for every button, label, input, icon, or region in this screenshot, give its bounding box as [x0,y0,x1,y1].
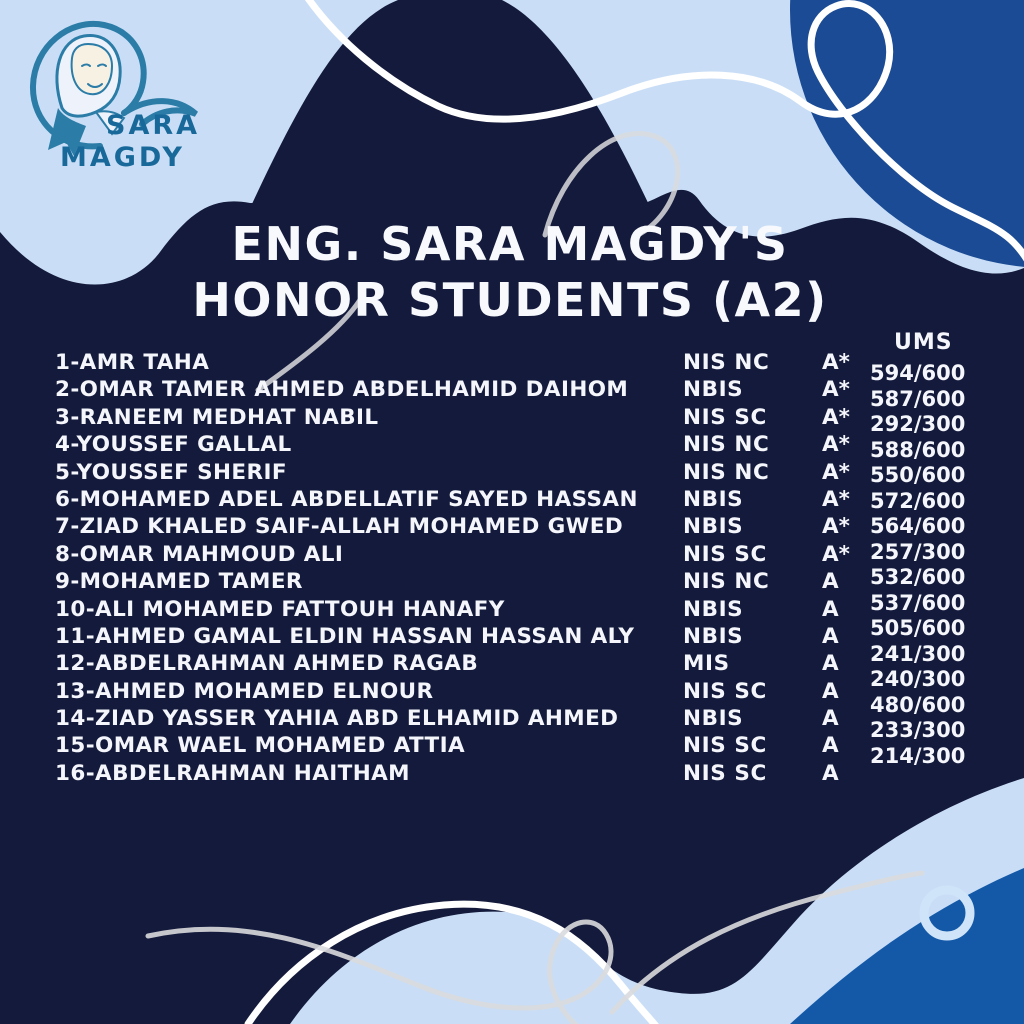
student-school: NBIS [683,596,744,622]
student-name: 6-MOHAMED ADEL ABDELLATIF SAYED HASSAN [55,486,638,512]
student-grade: A [822,678,839,704]
title-line-2: HONOR STUDENTS (A2) [192,273,828,327]
student-ums: 572/600 [870,488,966,513]
student-ums: 240/300 [870,667,966,691]
student-school: NBIS [683,623,744,649]
student-ums: 233/300 [870,718,966,742]
ums-header: UMS [894,330,953,355]
student-grade: A* [822,350,850,375]
student-name: 4-YOUSSEF GALLAL [55,432,292,458]
school-column [683,349,769,787]
student-ums: 292/300 [870,412,966,436]
student-school: NBIS [683,486,744,512]
grade-column [822,349,850,787]
student-grade: A* [822,377,850,403]
student-school: NIS NC [683,350,770,375]
student-name: 15-OMAR WAEL MOHAMED ATTIA [55,733,466,759]
student-name: 13-AHMED MOHAMED ELNOUR [55,678,434,704]
student-name: 11-AHMED GAMAL ELDIN HASSAN HASSAN ALY [55,623,635,649]
student-school: NIS NC [683,569,770,595]
student-ums: 537/600 [870,590,966,615]
student-grade: A* [822,459,850,485]
student-grade: A* [822,404,850,430]
student-name: 10-ALI MOHAMED FATTOUH HANAFY [55,596,505,622]
student-school: NBIS [683,706,744,732]
student-ums: 505/600 [870,616,966,640]
student-grade: A [822,760,839,786]
student-name: 9-MOHAMED TAMER [55,569,303,595]
student-grade: A* [822,541,850,567]
student-ums: 588/600 [870,437,966,462]
student-school: NIS SC [683,404,767,430]
student-name: 5-YOUSSEF SHERIF [55,459,287,485]
student-school: NIS NC [683,432,770,458]
student-grade: A [822,596,839,622]
student-school: NIS SC [683,733,767,759]
student-name: 14-ZIAD YASSER YAHIA ABD ELHAMID AHMED [55,706,619,732]
title-line-1: ENG. SARA MAGDY'S [231,217,789,271]
student-name: 12-ABDELRAHMAN AHMED RAGAB [55,651,479,677]
logo-text-sara: SARA [106,110,201,141]
student-name: 2-OMAR TAMER AHMED ABDELHAMID DAIHOM [55,377,629,403]
student-grade: A [822,569,839,595]
student-grade: A [822,733,839,759]
student-name: 16-ABDELRAHMAN HAITHAM [55,760,410,786]
student-grade: A [822,706,839,732]
student-ums: 257/300 [870,539,966,564]
student-ums: 564/600 [870,514,966,538]
ums-values [870,361,965,769]
student-school: NIS SC [683,541,767,567]
student-grade: A* [822,514,850,540]
student-grade: A [822,623,839,649]
student-name: 7-ZIAD KHALED SAIF-ALLAH MOHAMED GWED [55,514,624,540]
student-ums: 550/600 [870,463,966,487]
student-ums: 241/300 [870,641,966,666]
student-grade: A [822,651,839,677]
student-school: NIS SC [683,760,767,786]
student-name: 1-AMR TAHA [55,350,210,375]
student-ums: 587/600 [870,386,966,411]
student-name: 8-OMAR MAHMOUD ALI [55,541,344,567]
student-ums: 594/600 [870,361,966,385]
student-school: MIS [683,651,730,677]
student-ums: 214/300 [870,743,966,768]
student-school: NBIS [683,377,744,403]
student-school: NBIS [683,514,744,540]
student-ums: 480/600 [870,692,966,717]
sara-magdy-logo [18,18,238,188]
student-school: NIS SC [683,678,767,704]
student-grade: A* [822,486,850,512]
student-grade: A* [822,432,850,458]
students-name-column [55,349,638,787]
student-school: NIS NC [683,459,770,485]
student-name: 3-RANEEM MEDHAT NABIL [55,404,379,430]
poster-title [40,216,980,328]
logo-text-magdy: MAGDY [60,142,185,173]
student-ums: 532/600 [870,565,966,589]
